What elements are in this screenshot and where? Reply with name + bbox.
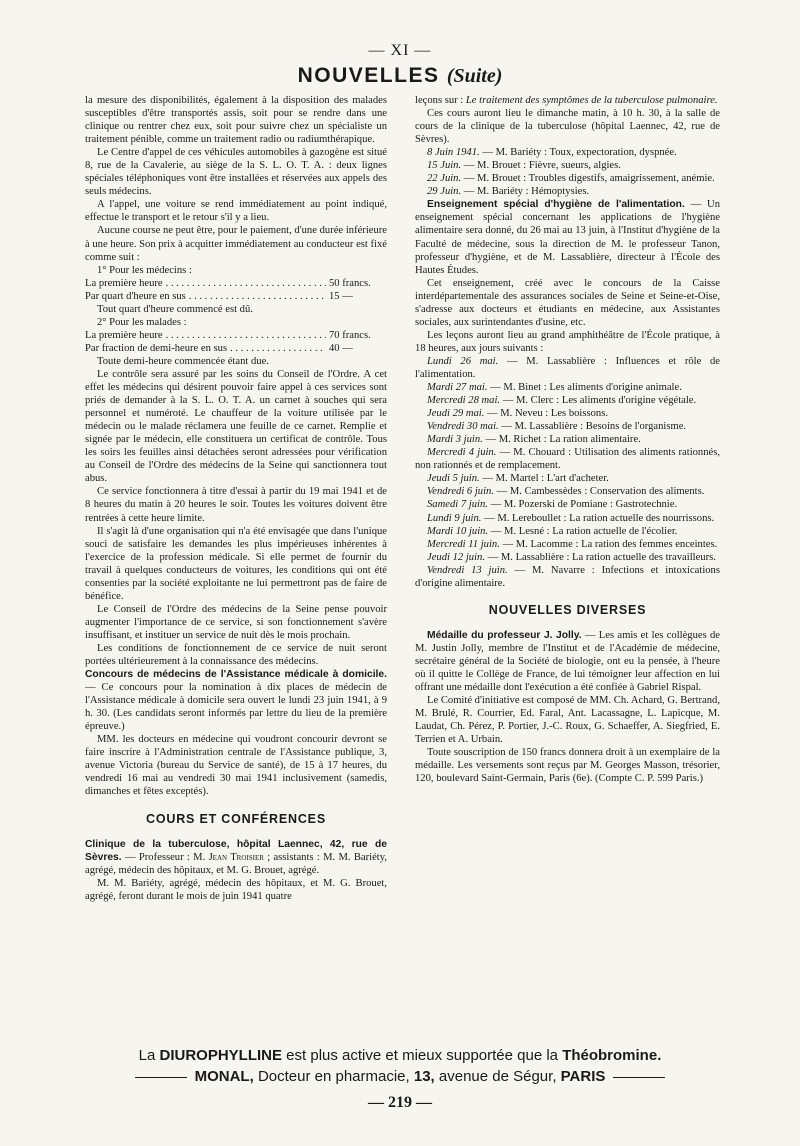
tariff-row — [85, 329, 387, 342]
paragraph — [415, 94, 720, 107]
lesson-date: Samedi 7 juin. — [427, 499, 488, 511]
advertisement-line-1 — [0, 1047, 800, 1064]
paragraph: Ces cours auront lieu le dimanche matin, à 10 h. 30, à la salle de cours de la clinique de la tuberculose (hôpital Laennec, 42, rue de Sèvres). — [415, 108, 720, 146]
page-number: — 219 — — [368, 1094, 432, 1111]
lesson-date: Jeudi 12 juin. — [427, 551, 485, 563]
tariff-amount: 15 — — [329, 290, 353, 302]
tariff-label: La première heure — [85, 329, 163, 341]
lesson-date: Lundi 9 juin. — [427, 512, 482, 524]
paragraph: Il s'agit là d'une organisation qui n'a été envisagée que dans l'unique souci de satisfaire les demandes les plus impérieuses inhérentes à l'exercice de la profession médicale. Si elle permet de fournir du travail à quelques conducteurs de voitures, les conditions qui ont été consenties par la société exploitante ne lui permettront pas de faire de bénéfice. — [85, 525, 387, 602]
schedule-text: — M. Brouet : Fièvre, sueurs, algies. — [461, 160, 621, 172]
lesson-text: — M. Binet : Les aliments d'origine animale. — [487, 382, 682, 394]
lesson-date: Jeudi 29 mai. — [427, 408, 485, 420]
lesson-text: — M. Navarre : Infections et intoxications d'origine alimentaire. — [415, 564, 720, 589]
ad-text: La — [138, 1047, 160, 1064]
lesson-item — [415, 498, 720, 511]
paragraph — [85, 668, 387, 733]
schedule-item — [415, 172, 720, 185]
lesson-list — [415, 355, 720, 590]
lesson-item — [415, 564, 720, 590]
schedule-text: — M. Bariéty : Toux, expectoration, dyspnée. — [479, 147, 677, 159]
tariff-row — [85, 342, 387, 355]
tariff-note: Toute demi-heure commencée étant due. — [97, 355, 269, 367]
paragraph: la mesure des disponibilités, également à la disposition des malades susceptibles d'être transportés assis, soit pour se rendre dans une clinique ou rentrer chez eux, soit pour suivre chez un spécialiste un traitement pénible, comme un traitement radio ou radiumthérapique. — [85, 95, 387, 146]
lesson-text: — M. Lassablière : Besoins de l'organisme. — [498, 421, 687, 433]
diverses-heading: NOUVELLES DIVERSES — [488, 602, 647, 617]
lesson-item — [415, 446, 720, 472]
tariff-row — [85, 290, 387, 303]
lesson-item — [415, 538, 720, 551]
lesson-item — [415, 551, 720, 564]
lesson-item — [415, 525, 720, 538]
lesson-date: Mardi 3 juin. — [427, 434, 483, 446]
schedule-text: — M. Brouet : Troubles digestifs, amaigrissement, anémie. — [461, 173, 715, 185]
tariff-heading: 2° Pour les malades : — [97, 316, 187, 328]
schedule-item — [415, 159, 720, 172]
professor-name: Jean Troisier — [208, 851, 264, 863]
lesson-date: Mercredi 4 juin. — [427, 447, 497, 459]
enseignement-title: Enseignement spécial d'hygiène de l'alimentation. — [427, 199, 685, 211]
lesson-date: Vendredi 30 mai. — [427, 421, 499, 433]
paragraph: Aucune course ne peut être, pour le paiement, d'une durée inférieure à une heure. Son prix à acquitter immédiatement au conducteur est fixé comme suit : — [85, 225, 387, 263]
section-title — [0, 64, 800, 88]
lesson-date: Mardi 27 mai. — [427, 382, 488, 394]
lesson-text: — M. Lesné : La ration actuelle de l'écolier. — [488, 525, 678, 537]
schedule-item — [415, 185, 720, 198]
schedule-text: — M. Bariéty : Hémoptysies. — [461, 186, 590, 198]
medaille-title: Médaille du professeur J. Jolly. — [427, 629, 582, 641]
tariff-amount: 70 francs. — [329, 329, 371, 341]
lesson-text: — M. Clerc : Les aliments d'origine végétale. — [500, 395, 697, 407]
lesson-text: — M. Lereboullet : La ration actuelle des nourrissons. — [481, 512, 715, 524]
lesson-text: — M. Cambessèdes : Conservation des aliments. — [494, 486, 705, 498]
lesson-text: — M. Pozerski de Pomiane : Gastrotechnie. — [487, 499, 678, 511]
right-column — [415, 94, 720, 785]
paragraph — [85, 838, 387, 877]
lesson-date: Jeudi 5 juin. — [427, 473, 480, 485]
paragraph: M. M. Bariéty, agrégé, médecin des hôpitaux, et M. G. Brouet, agrégé, feront durant le mois de juin 1941 quatre — [85, 877, 387, 902]
paragraph: Le contrôle sera assuré par les soins du Conseil de l'Ordre. A cet effet les médecins qui désirent pouvoir faire appel à ces services sont priés de demander à la S. L. O. T. A. un carnet à souches qui sera personnel et numéroté. Le chauffeur de la voiture utilisée par le médecin ou le malade réclamera une feuille de ce carnet. Remplie et signée par le médecin, elle constituera un certificat de contrôle. Tous les soirs les feuilles ainsi détachées seront adressées pour vérification au Conseil de l'Ordre des médecins de la Seine qui sanctionnera tout abus. — [85, 368, 387, 485]
tariff-label: Par fraction de demi-heure en sus — [85, 342, 228, 354]
ad-brand: MONAL, — [194, 1068, 254, 1085]
paragraph: Cet enseignement, créé avec le concours de la Caisse interdépartementale des assurances sociales de Seine et Seine-et-Oise, s'adresse aux docteurs et étudiants en médecine, aux Assistantes sociales, aux surintendantes d'usine, etc. — [415, 277, 720, 328]
schedule-item — [415, 146, 720, 159]
cours-heading: COURS ET CONFÉRENCES — [146, 811, 326, 826]
tariff-label: La première heure — [85, 277, 163, 289]
lesson-date: Vendredi 6 juin. — [427, 486, 494, 498]
tariff-note: Tout quart d'heure commencé est dû. — [97, 303, 253, 315]
divider — [135, 1077, 187, 1078]
lesson-text: — M. Martel : L'art d'acheter. — [479, 473, 609, 485]
enseignement-text: — Un enseignement spécial concernant les applications de l'hygiène alimentaire sera donné, du 26 mai au 13 juin, à l'Institut d'hygiène de la Faculté de médecine, sous la direction de M. le professeur Tanon, professeur d'hygiène, et de M. Lassablière, directeur à l'École des Hautes Études. — [415, 199, 720, 276]
lesson-date: Mercredi 11 juin. — [427, 538, 500, 550]
ad-city: PARIS — [560, 1068, 606, 1085]
lesson-item — [415, 355, 720, 381]
ad-number: 13, — [413, 1068, 435, 1085]
divider — [613, 1077, 665, 1078]
ad-text: Docteur en pharmacie, — [253, 1068, 414, 1085]
clinique-text: — Professeur : M. — [121, 851, 209, 863]
lesson-date: Vendredi 13 juin. — [427, 564, 508, 576]
paragraph — [415, 198, 720, 276]
ad-text: avenue de Ségur, — [434, 1068, 561, 1085]
concours-title: Concours de médecins de l'Assistance médicale à domicile. — [85, 669, 387, 681]
section-title-suite: (Suite) — [446, 65, 503, 87]
lesson-item — [415, 472, 720, 485]
tariff-amount: 40 — — [329, 342, 353, 354]
lesson-item — [415, 433, 720, 446]
lesson-text: — M. Chouard : Utilisation des aliments rationnés, non rationnés et de remplacement. — [415, 447, 721, 472]
lesson-text: — M. Lassablière : Influences et rôle de l'alimentation. — [415, 355, 721, 380]
advertisement-line-2 — [0, 1068, 800, 1085]
lesson-item — [415, 512, 720, 525]
left-column — [85, 94, 387, 903]
lesson-date: Mardi 10 juin. — [427, 525, 489, 537]
clinique-text: ; assistants : M. M. Bariéty, agrégé, médecin des hôpitaux, et M. G. Brouet, agrégé. — [85, 851, 387, 876]
text: leçons sur : — [415, 95, 466, 106]
lesson-text: — M. Lassablière : La ration actuelle des travailleurs. — [484, 551, 716, 563]
page-number-top: — XI — — [368, 42, 432, 59]
schedule-date: 29 Juin. — [427, 186, 462, 198]
lesson-item — [415, 381, 720, 394]
lesson-item — [415, 407, 720, 420]
lesson-text: — M. Lacomme : La ration des femmes enceintes. — [499, 538, 718, 550]
paragraph: Le Comité d'initiative est composé de MM. Ch. Achard, G. Bertrand, M. Brulé, R. Courrier, Ed. Faral, Ant. Lacassagne, L. Lapicque, M. Laudat, Ch. Pérez, P. Portier, J.-C. Roux, G. Schaeffer, A. Siegfried, E. Terrien et A. Urbain. — [415, 695, 720, 746]
tariff-heading: 1° Pour les médecins : — [97, 264, 192, 276]
tariff-label: Par quart d'heure en sus — [85, 290, 186, 302]
paragraph: MM. les docteurs en médecine qui voudront concourir devront se faire inscrire à l'Administration centrale de l'Assistance publique, 3, avenue Victoria (bureau du Service de santé), de 15 à 17 heures, du vendredi 16 mai au vendredi 30 mai 1941 inclusivement (samedis, dimanches et fêtes exceptés). — [85, 734, 387, 798]
paragraph: Les leçons auront lieu au grand amphithéâtre de l'École pratique, à 18 heures, aux jours suivants : — [415, 329, 720, 354]
paragraph: A l'appel, une voiture se rend immédiatement au point indiqué, effectue le transport et le retour s'il y a lieu. — [85, 199, 387, 224]
schedule-date: 15 Juin. — [427, 160, 462, 172]
lesson-item — [415, 485, 720, 498]
tariff-amount: 50 francs. — [329, 277, 371, 289]
schedule-date: 22 Juin. — [427, 173, 462, 185]
paragraph: Ce service fonctionnera à titre d'essai à partir du 19 mai 1941 et de 8 heures du matin à 20 heures le soir. Toutes les voitures doivent être rentrées à cette heure limite. — [85, 486, 387, 524]
lesson-item — [415, 420, 720, 433]
tariff-row — [85, 277, 387, 290]
paragraph: Le Centre d'appel de ces véhicules automobiles à gazogène est situé 8, rue de la Cavalerie, au siège de la S. L. O. T. A. : deux lignes spéciales téléphoniques vont être installées et réservées aux appels des seuls médecins. — [85, 147, 387, 198]
paragraph: Le Conseil de l'Ordre des médecins de la Seine pense pouvoir augmenter l'importance de ce service, si son fonctionnement s'avère insuffisant, et instituer un service de nuit dès le mois prochain. — [85, 603, 387, 641]
ad-text: est plus active et mieux supportée que la — [282, 1047, 563, 1064]
section-title-text: NOUVELLES — [297, 64, 440, 87]
ad-product: Théobromine. — [562, 1047, 662, 1064]
lesson-item — [415, 394, 720, 407]
ad-product: DIUROPHYLLINE — [159, 1047, 283, 1064]
paragraph — [415, 629, 720, 694]
concours-text: — Ce concours pour la nomination à dix places de médecin de l'Assistance médicale à domicile sera ouvert le lundi 23 juin 1941, à 9 h. 30. (Les candidats seront informés par lettre du lieu de la première épreuve.) — [85, 682, 387, 733]
course-title: Le traitement des symptômes de la tuberculose pulmonaire. — [465, 95, 718, 106]
clinique-title: Clinique de la tuberculose, hôpital Laennec, 42, rue de Sèvres. — [85, 838, 387, 863]
lesson-text: — M. Neveu : Les boissons. — [484, 408, 608, 420]
lesson-text: — M. Richet : La ration alimentaire. — [482, 434, 641, 446]
paragraph: Les conditions de fonctionnement de ce service de nuit seront portées ultérieurement à la connaissance des médecins. — [85, 642, 387, 668]
lesson-date: Lundi 26 mai. — [427, 355, 499, 367]
paragraph: Toute souscription de 150 francs donnera droit à un exemplaire de la médaille. Les versements sont reçus par M. Georges Masson, trésorier, 120, boulevard Saint-Germain, Paris (6e). (Compte C. P. 599 Paris.) — [415, 747, 720, 785]
medaille-text: — Les amis et les collègues de M. Justin Jolly, membre de l'Institut et de l'Académie de médecine, secrétaire général de la Société de biologie, ont eu la pensée, à l'heure où il quitte le Collège de France, de lui témoigner leur affection en lui offrant une médaille dont l'exécution a été confiée à Gabriel Rispal. — [415, 629, 720, 694]
schedule-date: 8 Juin 1941. — [427, 147, 480, 159]
lesson-date: Mercredi 28 mai. — [427, 395, 501, 407]
